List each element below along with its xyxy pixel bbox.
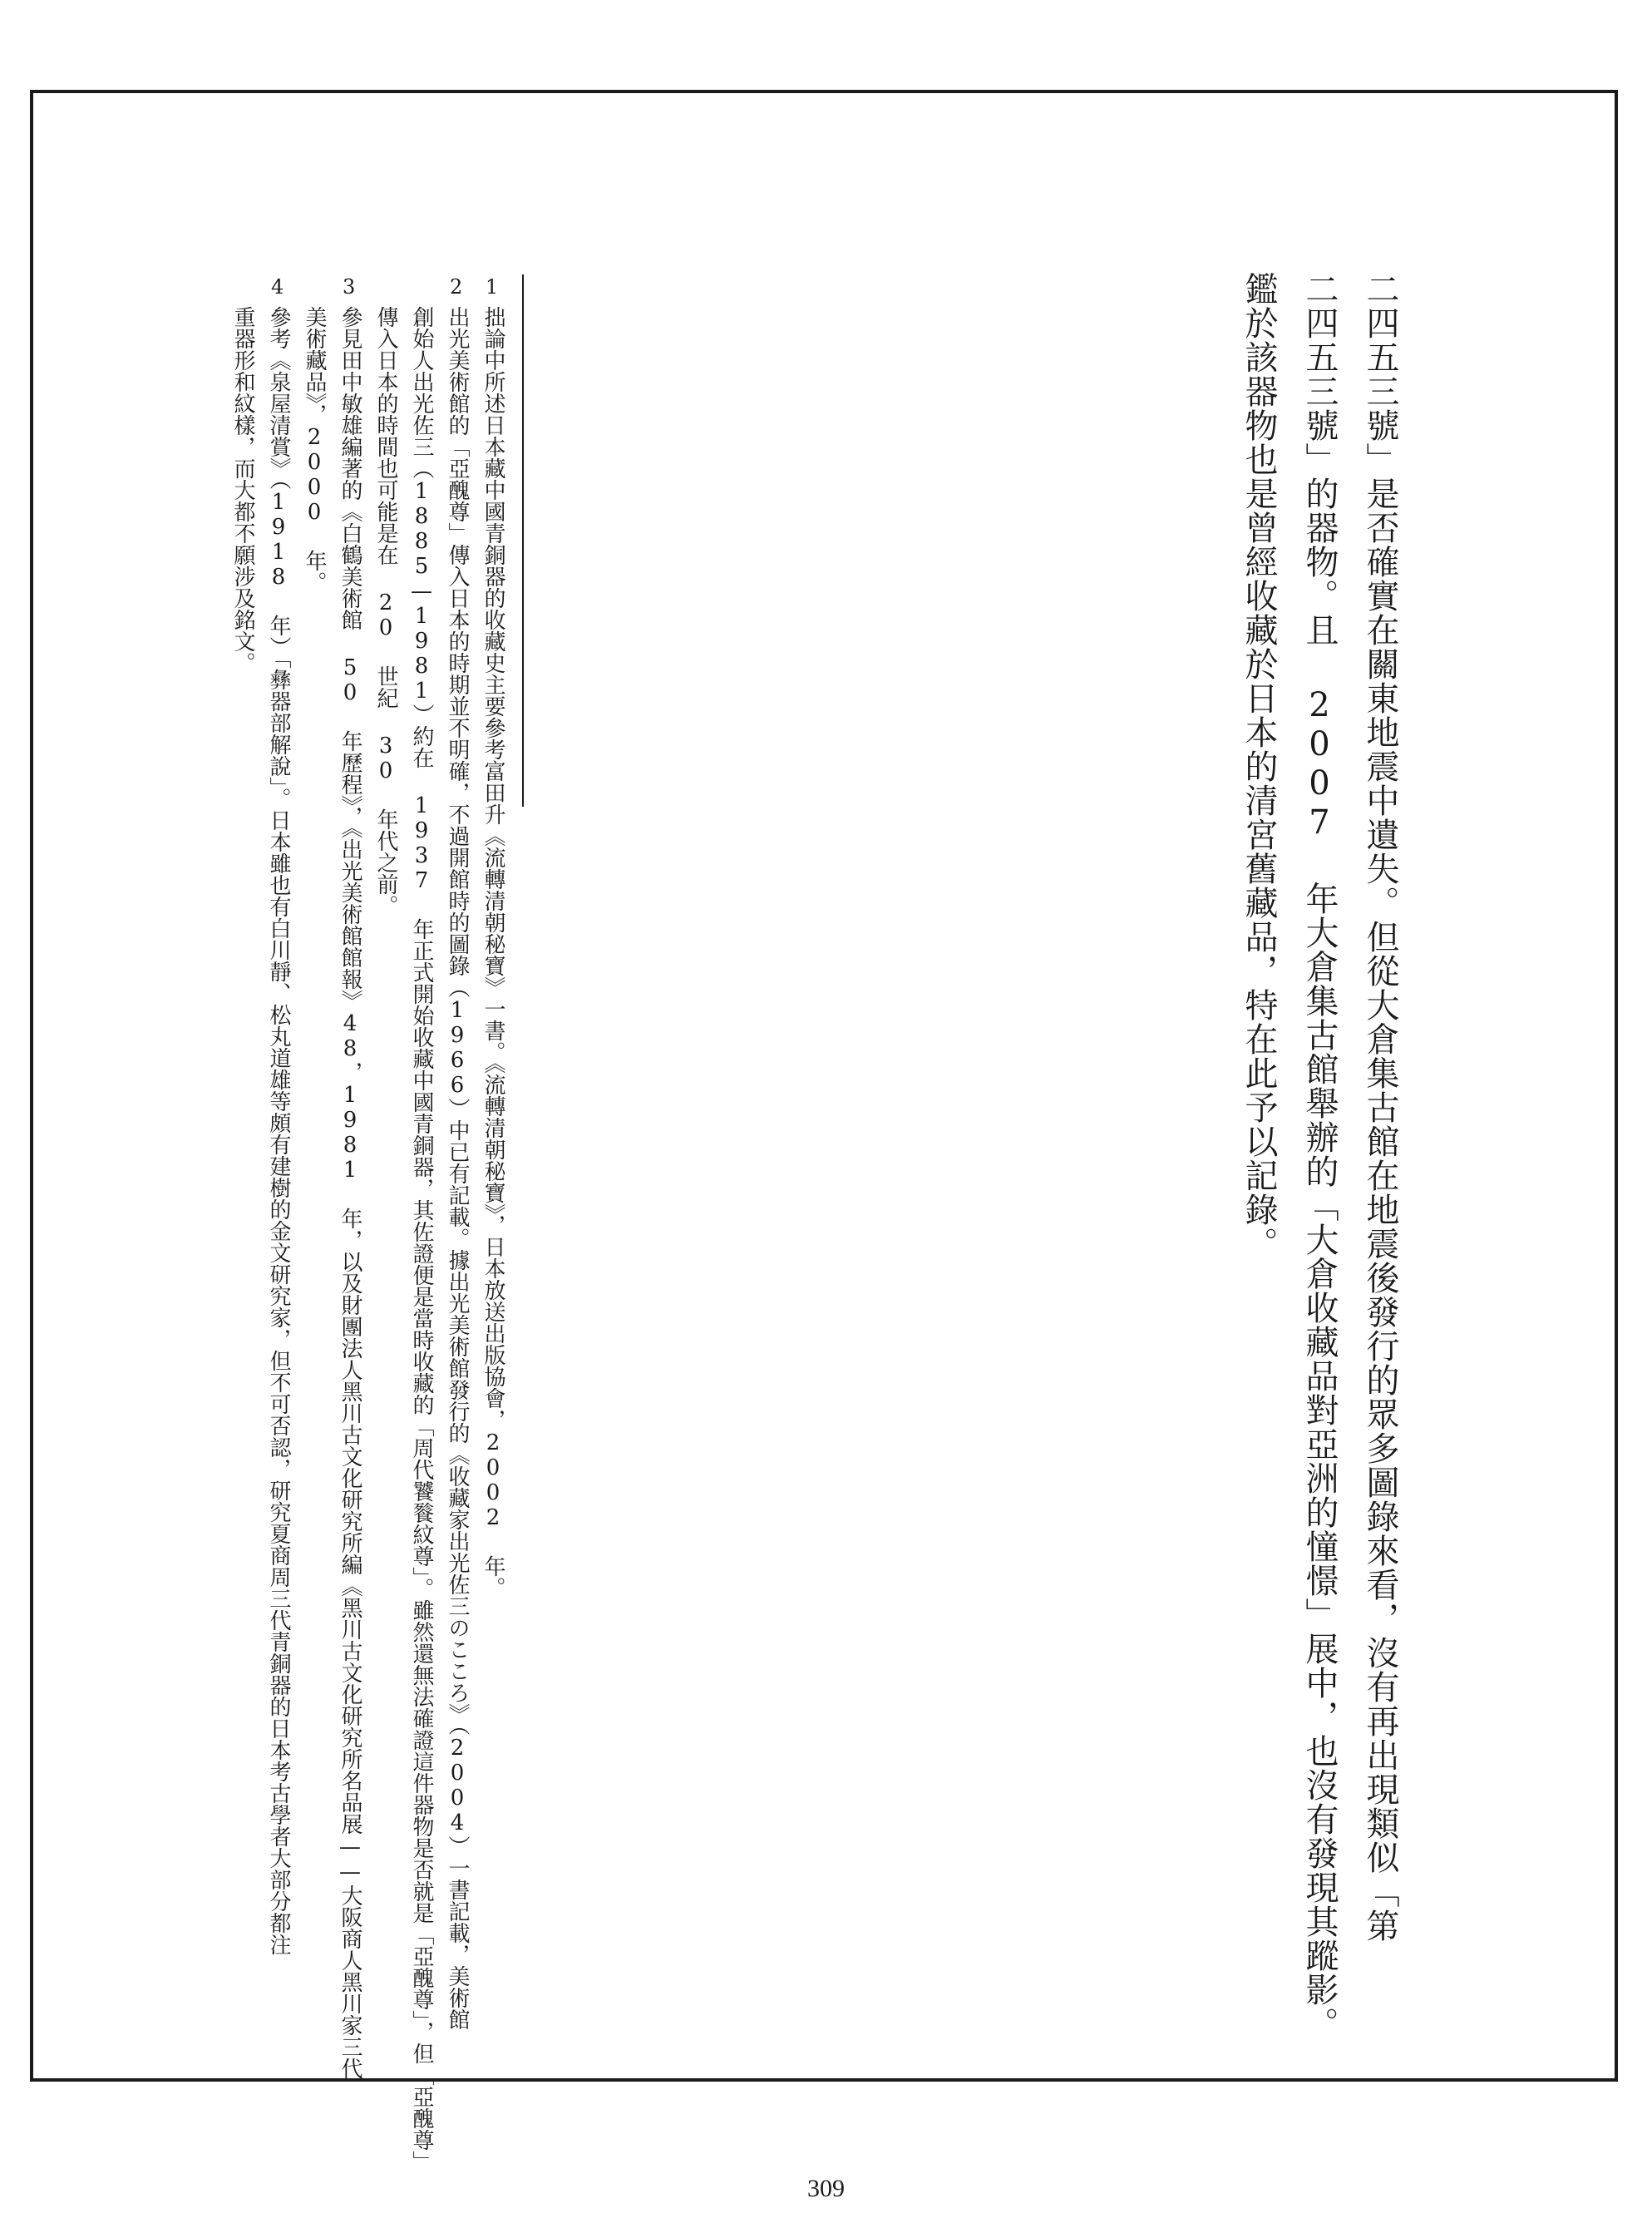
main-text-line-1: 二四五三號」是否確實在關東地震中遺失。但從大倉集古館在地震後發行的眾多圖錄來看，沒有再出現類似「第 [1361,272,1399,1943]
footnote-number-2: 2 [450,275,463,299]
main-text-line-3: 鑑於該器物也是曾經收藏於日本的清宮舊藏品，特在此予以記錄。 [1240,272,1278,1261]
footnote-4-line-2: 重器形和紋樣，而大都不願涉及銘文。 [230,306,255,674]
footnote-rule [522,274,524,807]
footnote-1-line-1: 拙論中所述日本藏中國青銅器的收藏史主要參考富田升《流轉清朝秘寶》一書。《流轉清朝秘寶》，日本放送出版協會，2002 年。 [481,306,505,1598]
footnote-number-1: 1 [486,275,499,299]
footnote-2-line-2: 創始人出光佐三（1885—1981）約在 1937 年正式開始收藏中國青銅器，其佐證便是當時收藏的「周代饕餮紋尊」。雖然還無法確證這件器物是否就是「亞醜尊」，但「亞醜尊」 [409,306,434,2172]
footnote-number-3: 3 [343,275,356,299]
footnote-4-line-1: 參考《泉屋清賞》（1918 年）「彝器部解說」。日本雖也有白川靜、松丸道雄等頗有建樹的金文研究家，但不可否認，研究夏商周三代青銅器的日本考古學者大部分都注 [266,306,291,1955]
footnote-number-4: 4 [271,275,284,299]
footnote-2-line-3: 傳入日本的時間也可能是在 20 世紀 30 年代之前。 [373,306,398,916]
footnote-2-line-1: 出光美術館的「亞醜尊」傳入日本的時期並不明確，不過開館時的圖錄（1966）中已有記載。據出光美術館發行的《收藏家出光佐三のこころ》（2004）一書記載，美術館 [445,306,470,2030]
page-number: 309 [807,2175,845,2202]
footnote-3-line-1: 參見田中敏雄編著的《白鶴美術館 50 年歷程》，《出光美術館館報》48，1981 年，以及財團法人黑川古文化研究所編《黑川古文化研究所名品展——大阪商人黑川家三代 [338,306,362,2079]
footnote-3-line-2: 美術藏品》，2000 年。 [302,306,327,593]
main-text-line-2: 二四五三號」的器物。且 2007 年大倉集古館舉辦的「大倉收藏品對亞洲的憧憬」展中，也沒有發現其蹤影。 [1300,272,1339,2041]
